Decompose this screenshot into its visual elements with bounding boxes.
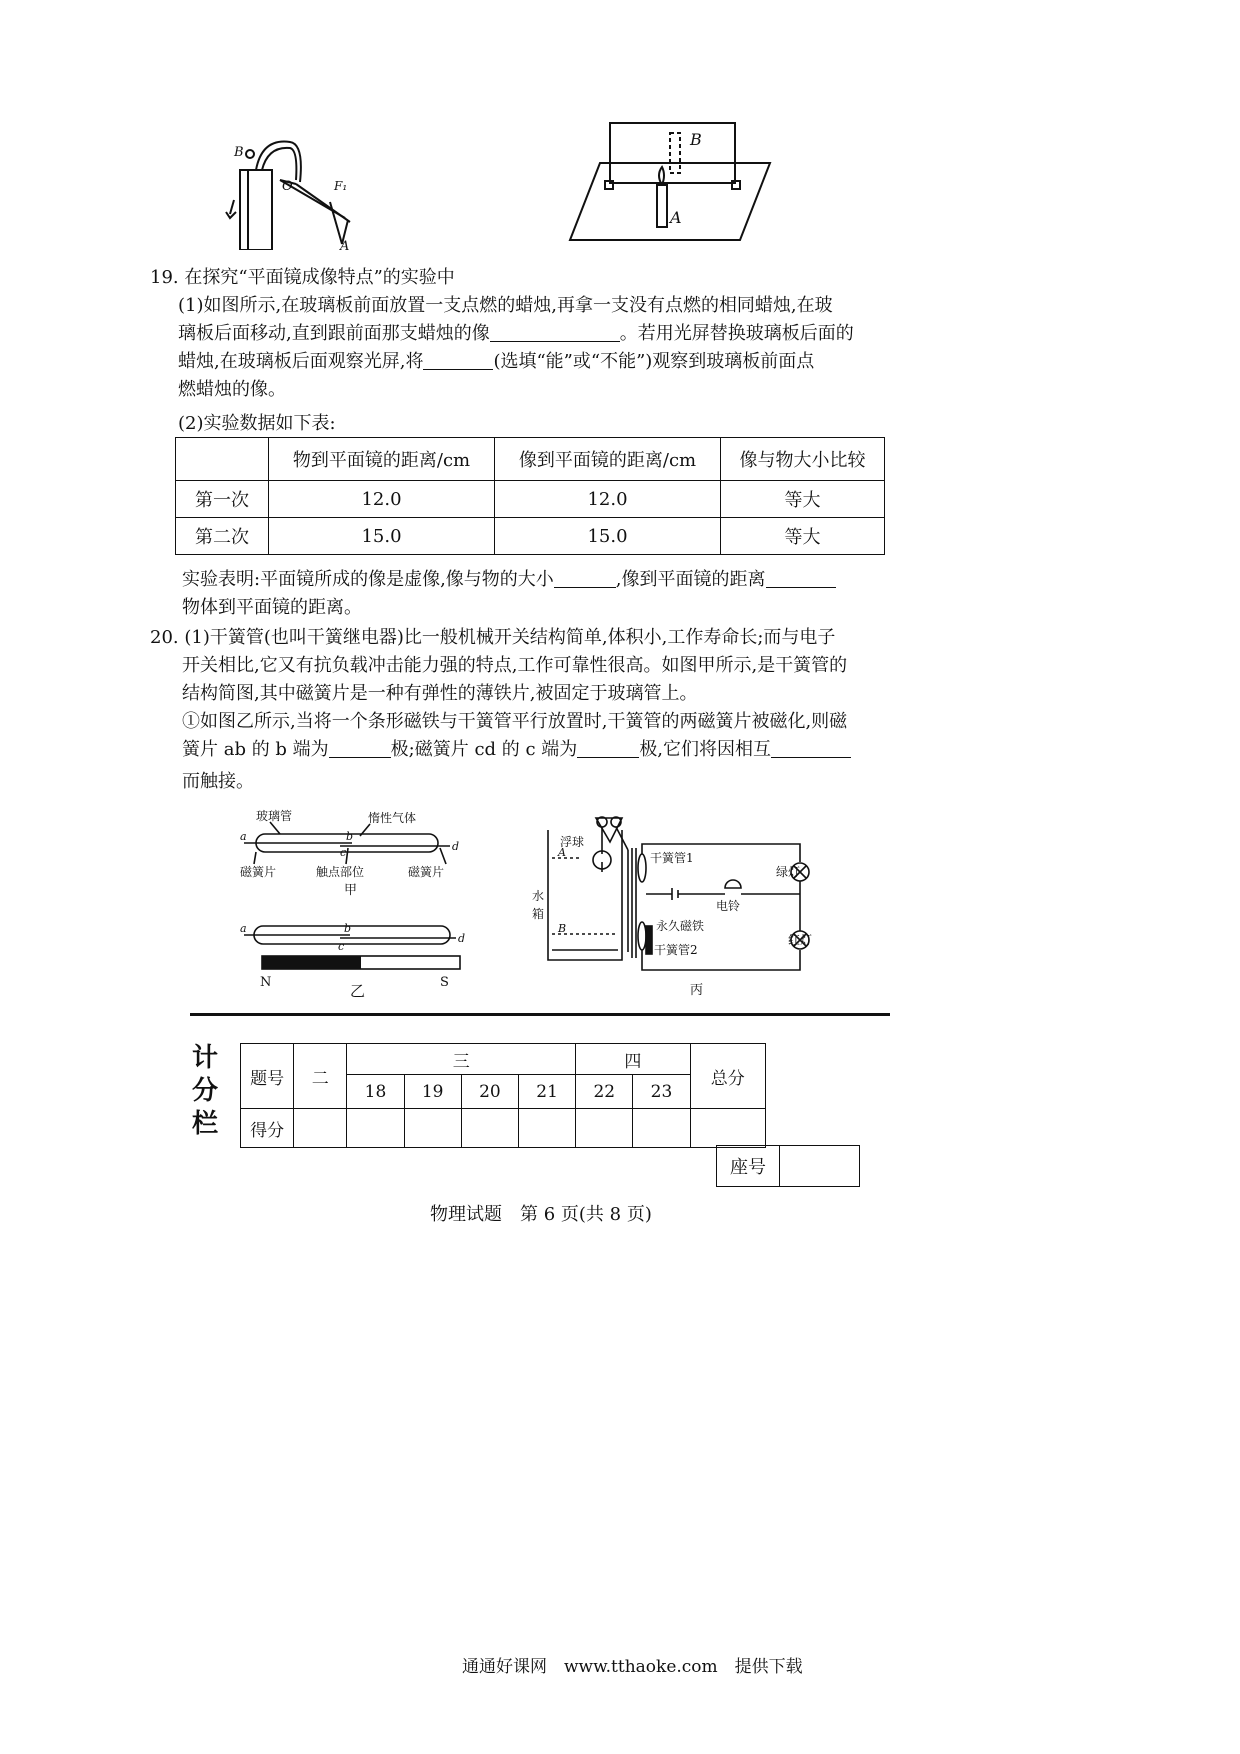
q19-p1-line1: (1)如图所示,在玻璃板前面放置一支点燃的蜡烛,再拿一支没有点燃的相同蜡烛,在玻 <box>178 295 833 316</box>
score-section-si: 四 <box>576 1044 690 1075</box>
mirror-label-a: A <box>670 208 682 227</box>
q19-answer-blank-1[interactable] <box>490 323 620 342</box>
jia-d-label: d <box>452 840 460 853</box>
score-row-defen <box>241 1109 766 1148</box>
table-header-cell: 像与物大小比较 <box>721 438 885 481</box>
score-question-number: 22 <box>576 1075 633 1109</box>
water-tank-alarm-figure <box>530 802 830 1002</box>
seat-number-box <box>716 1145 860 1187</box>
section-divider <box>190 1013 890 1016</box>
jia-glass-label: 玻璃管 <box>256 809 293 823</box>
table-cell: 15.0 <box>269 518 495 555</box>
seat-number-cell[interactable] <box>780 1146 860 1187</box>
yi-c-label: c <box>338 940 345 953</box>
score-side-char: 栏 <box>191 1109 218 1139</box>
score-tihao-header: 题号 <box>241 1044 294 1109</box>
q19-p1-line3 <box>178 348 814 376</box>
yi-d-label: d <box>458 932 466 945</box>
table-cell: 第二次 <box>176 518 269 555</box>
table-header-cell: 像到平面镜的距离/cm <box>495 438 721 481</box>
pump-label-o: O <box>282 179 293 194</box>
table-cell: 等大 <box>721 518 885 555</box>
q19-p1-line4: 燃蜡烛的像。 <box>178 379 286 400</box>
q20-line5-a: 簧片 ab 的 b 端为 <box>182 739 329 760</box>
score-cell[interactable] <box>633 1109 690 1148</box>
score-question-number: 20 <box>461 1075 518 1109</box>
q19-number: 19. <box>150 267 179 288</box>
q20-line3: 结构简图,其中磁簧片是一种有弹性的薄铁片,被固定于玻璃管上。 <box>182 683 698 704</box>
q19-title <box>150 264 455 292</box>
q20-number: 20. <box>150 627 179 648</box>
q20-line5-b: 极;磁簧片 cd 的 c 端为 <box>390 739 578 760</box>
score-cell[interactable] <box>518 1109 575 1148</box>
bing-red-lamp-label: 红灯 <box>787 933 812 947</box>
pump-label-f1: F₁ <box>334 179 348 193</box>
score-question-number: 21 <box>518 1075 575 1109</box>
score-total-header: 总分 <box>690 1044 765 1109</box>
q19-p2: (2)实验数据如下表: <box>178 413 336 434</box>
jia-reed-left-label: 磁簧片 <box>240 865 277 879</box>
plane-mirror-figure <box>560 115 780 245</box>
bing-reed2-label: 干簧管2 <box>654 943 698 957</box>
mirror-label-b: B <box>690 130 702 149</box>
q20-line1 <box>150 624 835 652</box>
score-cell[interactable] <box>347 1109 404 1148</box>
table-header-cell <box>176 438 269 481</box>
q20-line5-c: 极,它们将因相互 <box>639 739 772 760</box>
score-section-san: 三 <box>347 1044 576 1075</box>
q19-answer-blank-2[interactable] <box>423 351 493 370</box>
q20-line2: 开关相比,它又有抗负载冲击能力强的特点,工作可靠性很高。如图甲所示,是干簧管的 <box>182 655 848 676</box>
table-row <box>176 481 885 518</box>
bing-tank-label-2: 箱 <box>532 907 545 921</box>
jia-contact-label: 触点部位 <box>316 865 365 879</box>
table-cell: 12.0 <box>269 481 495 518</box>
q19-p1-line3-a: 蜡烛,在玻璃板后面观察光屏,将 <box>178 351 424 372</box>
score-question-number: 23 <box>633 1075 690 1109</box>
q19-conclusion <box>182 566 836 594</box>
score-table <box>240 1043 766 1148</box>
table-cell: 12.0 <box>495 481 721 518</box>
table-header-cell: 物到平面镜的距离/cm <box>269 438 495 481</box>
q20-answer-blank-1[interactable] <box>329 739 391 758</box>
score-side-char: 计 <box>191 1043 218 1073</box>
page-footer: 物理试题 第 6 页(共 8 页) <box>430 1204 652 1225</box>
score-question-number: 19 <box>404 1075 461 1109</box>
jia-b-label: b <box>346 830 354 843</box>
yi-s-label: S <box>440 975 449 990</box>
yi-caption: 乙 <box>350 982 366 998</box>
source-watermark: 通通好课网 www.tthaoke.com 提供下载 <box>462 1657 803 1677</box>
q19-p1-line2 <box>178 320 854 348</box>
score-cell[interactable] <box>576 1109 633 1148</box>
bing-magnet-label: 永久磁铁 <box>656 919 705 933</box>
score-defen-header: 得分 <box>241 1109 294 1148</box>
score-side-label <box>190 1042 220 1141</box>
bing-label-b: B <box>558 922 567 935</box>
q20-line4: ①如图乙所示,当将一个条形磁铁与干簧管平行放置时,干簧管的两磁簧片被磁化,则磁 <box>182 711 848 732</box>
q19-p1-line3-b: (选填“能”或“不能”)观察到玻璃板前面点 <box>493 351 815 372</box>
score-question-number: 18 <box>347 1075 404 1109</box>
table-cell: 等大 <box>721 481 885 518</box>
table-cell: 15.0 <box>495 518 721 555</box>
q20-line1-text: (1)干簧管(也叫干簧继电器)比一般机械开关结构简单,体积小,工作寿命长;而与电子 <box>184 627 836 648</box>
pump-lever-figure <box>220 140 420 250</box>
bing-bell-label: 电铃 <box>716 899 741 913</box>
magnet-north-half <box>262 956 361 969</box>
q19-data-table <box>175 437 885 555</box>
yi-n-label: N <box>260 975 272 990</box>
bing-green-lamp-label: 绿灯 <box>776 865 801 879</box>
q19-conclusion-a: 实验表明:平面镜所成的像是虚像,像与物的大小 <box>182 569 554 590</box>
q20-line6: 而触接。 <box>182 771 254 792</box>
table-cell: 第一次 <box>176 481 269 518</box>
bing-reed1-label: 干簧管1 <box>650 851 694 865</box>
bing-float-label: 浮球 <box>560 835 585 849</box>
q19-p1-line2-b: 。若用光屏替换玻璃板后面的 <box>619 323 854 344</box>
jia-a-label: a <box>240 830 247 843</box>
bing-label-a: A <box>558 846 566 859</box>
score-total-cell[interactable] <box>690 1109 765 1148</box>
score-cell[interactable] <box>404 1109 461 1148</box>
yi-a-label: a <box>240 922 247 935</box>
pump-label-b: B <box>234 145 244 160</box>
q20-answer-blank-3[interactable] <box>771 739 851 758</box>
q19-conclusion-b: ,像到平面镜的距离 <box>615 569 766 590</box>
score-row-section <box>241 1044 766 1075</box>
reed-switch-figure <box>240 808 475 998</box>
q20-line5 <box>182 736 851 764</box>
yi-b-label: b <box>344 922 352 935</box>
q20-answer-blank-2[interactable] <box>577 739 639 758</box>
score-cell[interactable] <box>461 1109 518 1148</box>
jia-c-label: c <box>340 846 347 859</box>
q19-conclusion-line2: 物体到平面镜的距离。 <box>182 597 362 618</box>
seat-label: 座号 <box>717 1146 780 1187</box>
jia-caption: 甲 <box>344 883 358 898</box>
q19-title-text: 在探究“平面镜成像特点”的实验中 <box>184 267 455 288</box>
table-header-row <box>176 438 885 481</box>
bing-caption: 丙 <box>690 983 704 998</box>
score-section-er: 二 <box>294 1044 347 1109</box>
q19-answer-blank-3[interactable] <box>554 569 616 588</box>
q19-answer-blank-4[interactable] <box>766 569 836 588</box>
q19-p1-line2-a: 璃板后面移动,直到跟前面那支蜡烛的像 <box>178 323 490 344</box>
jia-reed-right-label: 磁簧片 <box>408 865 445 879</box>
score-cell[interactable] <box>294 1109 347 1148</box>
table-row <box>176 518 885 555</box>
jia-gas-label: 惰性气体 <box>368 811 417 825</box>
score-side-char: 分 <box>191 1076 218 1106</box>
bing-tank-label-1: 水 <box>532 889 545 903</box>
pump-label-a: A <box>340 239 350 250</box>
